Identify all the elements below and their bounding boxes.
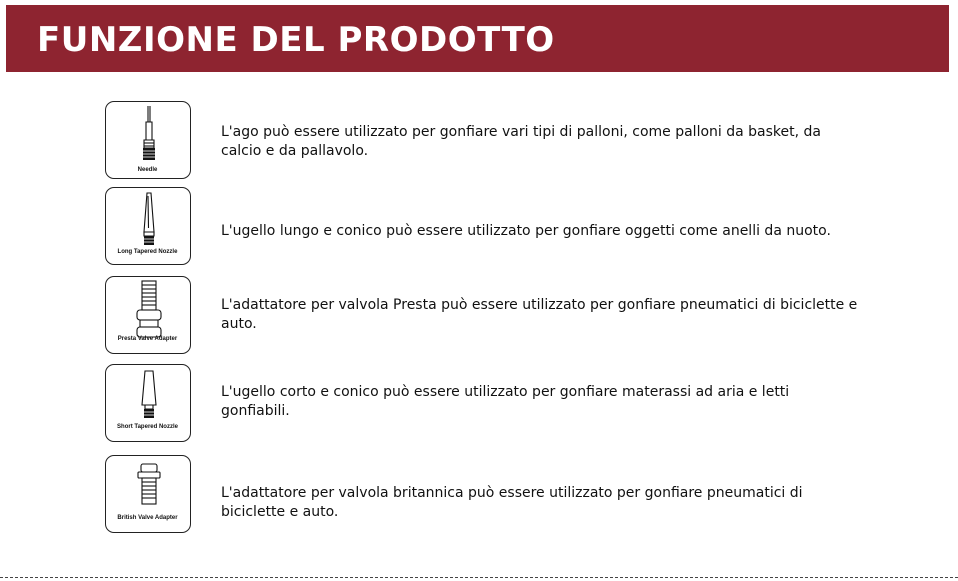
footer-divider	[0, 577, 958, 578]
presta-valve-adapter-icon	[106, 277, 192, 355]
item-description: L'ugello lungo e conico può essere utilizzato per gonfiare oggetti come anelli da nuoto.	[221, 223, 831, 239]
product-card	[105, 187, 191, 265]
item-description: L'adattatore per valvola Presta può essere utilizzato per gonfiare pneumatici di biciclette e auto.	[221, 297, 858, 332]
product-card	[105, 455, 191, 533]
list-item	[0, 364, 958, 444]
list-item	[0, 455, 958, 535]
header-banner	[6, 5, 949, 72]
card-label: Long Tapered Nozzle	[117, 249, 178, 255]
list-item	[0, 101, 958, 181]
list-item	[0, 187, 958, 267]
list-item	[0, 276, 958, 356]
card-label: Needle	[137, 167, 158, 173]
page-title: FUNZIONE DEL PRODOTTO	[37, 20, 555, 60]
card-label: Short Tapered Nozzle	[117, 424, 178, 430]
item-description: L'adattatore per valvola britannica può essere utilizzato per gonfiare pneumatici di biciclette e auto.	[221, 485, 803, 520]
product-card	[105, 364, 191, 442]
item-description: L'ugello corto e conico può essere utilizzato per gonfiare materassi ad aria e letti gonfiabili.	[221, 384, 790, 419]
item-description: L'ago può essere utilizzato per gonfiare vari tipi di palloni, come palloni da basket, da calcio e da pallavolo.	[221, 124, 821, 159]
short-tapered-nozzle-icon	[106, 365, 192, 443]
card-label: Presta Valve Adapter	[117, 336, 178, 342]
product-card	[105, 276, 191, 354]
british-valve-adapter-icon	[106, 456, 192, 534]
card-label: British Valve Adapter	[117, 515, 178, 521]
product-card	[105, 101, 191, 179]
